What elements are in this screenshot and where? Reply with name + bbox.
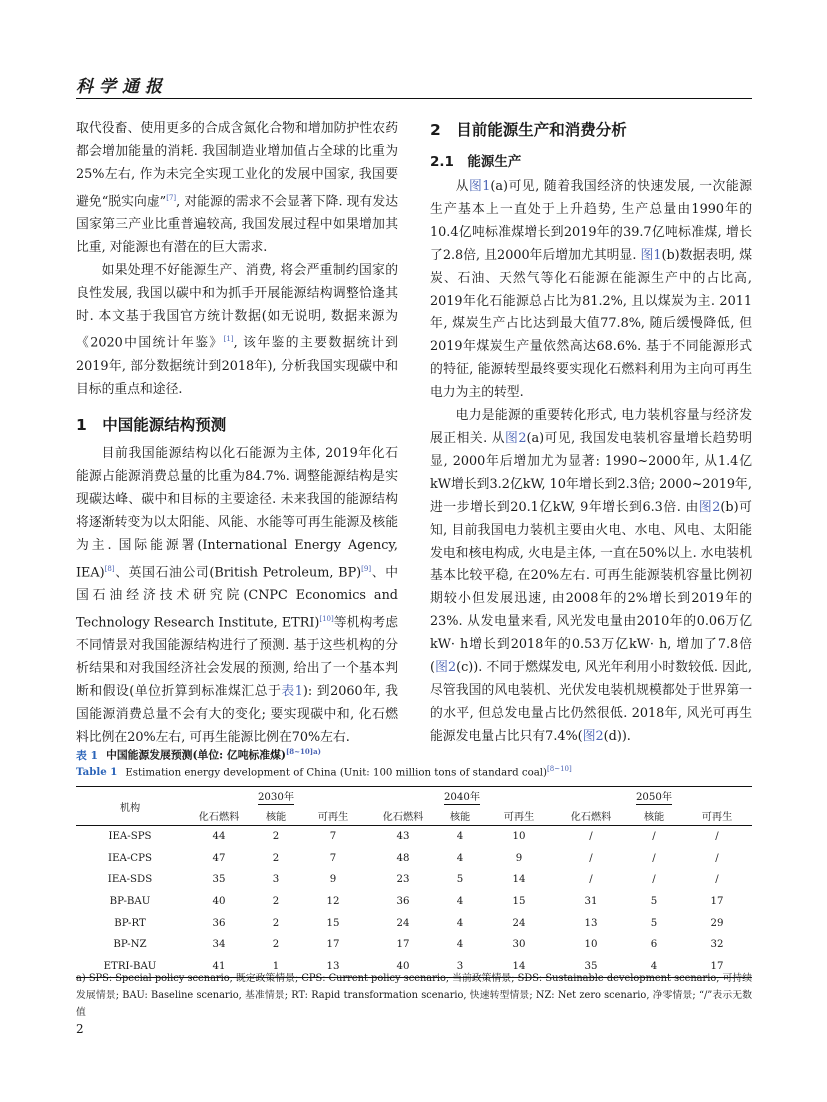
table-cell: 4: [650, 960, 658, 972]
figure-link[interactable]: 图1: [468, 179, 491, 194]
table-label-cn: 表 1: [76, 748, 99, 762]
table-cell: 4: [456, 831, 464, 843]
table-cell: 23: [396, 874, 410, 886]
table-cell: 5: [650, 896, 658, 908]
citation-link[interactable]: [8~10]: [547, 765, 572, 773]
table-cell: 12: [326, 896, 340, 908]
table-link[interactable]: 表1: [281, 684, 303, 699]
table-title-en: Estimation energy development of China (Unit: 100 million tons of standard coal): [125, 767, 548, 779]
table-cell: 9: [329, 874, 337, 886]
citation-link[interactable]: [1]: [223, 335, 234, 344]
table-cell: 10: [512, 831, 526, 843]
column-header: 核能: [643, 812, 665, 823]
table-cell: 34: [212, 939, 226, 951]
row-label: BP-RT: [114, 917, 146, 929]
table-cell: 17: [710, 896, 724, 908]
table-cell: 24: [512, 917, 526, 929]
figure-link[interactable]: 图2: [698, 499, 721, 515]
table-cell: 5: [650, 917, 658, 929]
table-cell: 17: [396, 939, 410, 951]
table-cell: 36: [212, 917, 226, 929]
paragraph: 如果处理不好能源生产、消费, 将会严重制约国家的良性发展, 我国以碳中和为抓手开展能源结构调整恰逢其时. 本文基于我国官方统计数据(如无说明, 数据来源为《2020中国统计年鉴》[1], 该年鉴的主要数据统计到2019年, 部分数据统计到2018年), 分析我国实现碳中和目标的重点和途径.: [76, 262, 398, 397]
figure-link[interactable]: 图2: [582, 728, 604, 744]
year-header: 2050年: [556, 787, 752, 807]
row-label: IEA-SPS: [108, 831, 152, 843]
table-cell: /: [715, 831, 719, 843]
table-cell: 9: [515, 852, 523, 864]
table-cell: 10: [584, 939, 598, 951]
table-caption-en: [76, 765, 752, 778]
figure-link[interactable]: 图1: [640, 247, 662, 263]
table-cell: 41: [212, 960, 226, 972]
column-header: 化石燃料: [570, 812, 612, 823]
table-cell: 29: [710, 917, 724, 929]
table-header-row: [76, 787, 752, 807]
column-header: 机构: [119, 802, 141, 814]
table-cell: 47: [212, 852, 226, 864]
table-cell: 30: [512, 939, 526, 951]
subsection-heading: 2.1 能源生产: [430, 154, 522, 170]
table-cell: 13: [326, 960, 340, 972]
journal-name: 科学通报: [76, 77, 168, 97]
citation-link[interactable]: [7]: [166, 193, 177, 202]
paragraph: 目前我国能源结构以化石能源为主体, 2019年化石能源占能源消费总量的比重为84.7%. 调整能源结构是实现碳达峰、碳中和目标的主要途径. 未来我国的能源结构将逐渐转变为以太阳能、风能、水能等可再生能源及核能为主. 国际能源署(International Energy Agency, IEA)[8]、英国石油公司(British Petroleum, BP)[9]、中国石油经济技术研究院(CNPC Economics and Technology Research Institute, ETRI)[10]等机构考虑不同情景对我国能源结构进行了预测. 基于这些机构的分析结果和对我国经济社会发展的预测, 给出了一个基本判断和假设(单位折算到标准煤汇总于表1): 到2060年, 我国能源消费总量不会有大的变化; 要实现碳中和, 化石燃料比例在20%左右, 可再生能源比例在70%左右.: [76, 446, 398, 745]
table-cell: 2: [272, 852, 280, 864]
table-cell: 35: [584, 960, 598, 972]
paragraph: 从图1(a)可见, 随着我国经济的快速发展, 一次能源生产基本上一直处于上升趋势, 生产总量由1990年的10.4亿吨标准煤增长到2019年的39.7亿吨标准煤, 增长了2.8倍, 且2000年后增加尤其明显. 图1(b)数据表明, 煤炭、石油、天然气等化石能源在能源生产中的占比高, 2019年化石能源总占比为81.2%, 且以煤炭为主. 2011年, 煤炭生产占比达到最大值77.8%, 随后缓慢降低, 但2019年煤炭生产量依然高达68.6%. 基于不同能源形式的特征, 能源转型最终要实现化石燃料利用为主向可再生电力为主的转型.: [430, 179, 753, 401]
table-cell: 40: [212, 896, 226, 908]
row-label: BP-BAU: [109, 896, 151, 908]
table-cell: 3: [272, 874, 280, 886]
year-header: 2030年: [184, 787, 368, 807]
table-cell: 14: [512, 960, 526, 972]
table-cell: /: [652, 831, 656, 843]
table-cell: 15: [512, 896, 526, 908]
table-cell: /: [589, 852, 593, 864]
column-header: 化石燃料: [382, 812, 424, 823]
table-cell: 4: [456, 852, 464, 864]
table-footnote: a) SPS: Special policy scenario, 既定政策情景; CPS: Current policy scenario, 当前政策情景; SDS: Sustainable development scenario, 可持续发展情景; BAU: Baseline scenario, 基准情景; RT: Rapid transformation scenario, 快速转型情景; NZ: Net zero scenario, 净零情景; “/”表示无数值: [76, 973, 752, 1018]
table-cell: 24: [396, 917, 410, 929]
year-header: 2040年: [368, 787, 556, 807]
page-number: 2: [76, 1022, 84, 1036]
table-caption-cn: [76, 747, 752, 763]
table-row: [76, 891, 752, 913]
table-row: [76, 912, 752, 934]
energy-forecast-table: [76, 786, 752, 978]
table-cell: /: [715, 874, 719, 886]
table-cell: 2: [272, 917, 280, 929]
section-heading-1: 1 中国能源结构预测: [76, 416, 227, 435]
column-header: 核能: [265, 812, 287, 823]
table-cell: 4: [456, 896, 464, 908]
right-column: [430, 118, 752, 749]
table-cell: 48: [396, 852, 410, 864]
table-cell: /: [652, 874, 656, 886]
table-cell: 4: [456, 917, 464, 929]
table-row: [76, 934, 752, 956]
table-cell: 40: [396, 960, 410, 972]
table-cell: 14: [512, 874, 526, 886]
citation-link[interactable]: [8]: [104, 564, 115, 573]
table-cell: /: [589, 831, 593, 843]
table-cell: 36: [396, 896, 410, 908]
table-cell: 5: [456, 874, 464, 886]
section-heading-2: 2 目前能源生产和消费分析: [430, 121, 627, 139]
table-cell: 7: [329, 831, 337, 843]
table-cell: 3: [456, 960, 464, 972]
paragraph: 取代役畜、使用更多的合成含氮化合物和增加防护性农药都会增加能量的消耗. 我国制造业增加值占全球的比重为25%左右, 作为未完全实现工业化的发展中国家, 我国要避免“脱实向虚”[7], 对能源的需求不会显著下降. 现有发达国家第三产业比重普遍较高, 我国发展过程中如果增加其比重, 对能源也有潜在的巨大需求.: [76, 121, 398, 255]
paragraph: 电力是能源的重要转化形式, 电力装机容量与经济发展正相关. 从图2(a)可见, 我国发电装机容量增长趋势明显, 2000年后增加尤为显著: 1990~2000年, 从1.4亿kW增长到3.2亿kW, 10年增长到2.3倍; 2000~2019年, 进一步增长到20.1亿kW, 9年增长到6.3倍. 由图2(b)可知, 目前我国电力装机主要由火电、水电、风电、太阳能发电和核电构成, 火电是主体, 一直在50%以上. 水电装机基本比较平稳, 在20%左右. 可再生能源装机容量比例初期较小但发展迅速, 由2008年的2%增长到2019年的23%. 从发电量来看, 风光发电量由2010年的0.06万亿kW· h增长到2018年的0.53万亿kW· h, 增加了7.8倍(图2(c)). 不同于燃煤发电, 风光年利用小时数较低. 因此, 尽管我国的风电装机、光伏发电装机规模都处于世界第一的水平, 但总发电量占比仍然很低. 2018年, 风光可再生能源发电量占比只有7.4%(图2(d)).: [430, 408, 752, 744]
left-column: [76, 118, 398, 750]
table-cell: /: [652, 852, 656, 864]
row-label: ETRI-BAU: [103, 960, 157, 972]
journal-header: [76, 72, 752, 99]
table-row: [76, 826, 752, 848]
table-label-en: Table 1: [76, 766, 118, 779]
table-cell: 6: [650, 939, 658, 951]
table-cell: 2: [272, 939, 280, 951]
table-title-cn: 中国能源发展预测(单位: 亿吨标准煤): [106, 748, 286, 762]
table-cell: 43: [396, 831, 410, 843]
column-header: 可再生: [701, 812, 733, 823]
table-cell: 2: [272, 831, 280, 843]
table-cell: 13: [584, 917, 598, 929]
citation-link[interactable]: [10]: [319, 615, 334, 624]
table-cell: 17: [326, 939, 340, 951]
table-cell: /: [715, 852, 719, 864]
table-cell: /: [589, 874, 593, 886]
column-header: 化石燃料: [198, 812, 240, 823]
column-header: 可再生: [503, 812, 535, 823]
figure-link[interactable]: 图2: [435, 660, 457, 676]
table-cell: 32: [710, 939, 724, 951]
citation-link[interactable]: [8~10]a): [286, 747, 321, 756]
figure-link[interactable]: 图2: [505, 430, 527, 446]
table-cell: 15: [326, 917, 340, 929]
citation-link[interactable]: [9]: [361, 564, 372, 573]
table-cell: 4: [456, 939, 464, 951]
table-row: [76, 869, 752, 891]
table-cell: 31: [584, 896, 598, 908]
table-row: [76, 848, 752, 870]
table-cell: 44: [212, 831, 226, 843]
table-cell: 17: [710, 960, 724, 972]
table-cell: 1: [272, 960, 280, 972]
row-label: IEA-SDS: [107, 874, 153, 886]
column-header: 核能: [449, 812, 471, 823]
row-label: IEA-CPS: [108, 852, 152, 864]
table-cell: 7: [329, 852, 337, 864]
table-cell: 35: [212, 874, 226, 886]
row-label: BP-NZ: [113, 939, 147, 951]
column-header: 可再生: [317, 812, 349, 823]
table-cell: 2: [272, 896, 280, 908]
